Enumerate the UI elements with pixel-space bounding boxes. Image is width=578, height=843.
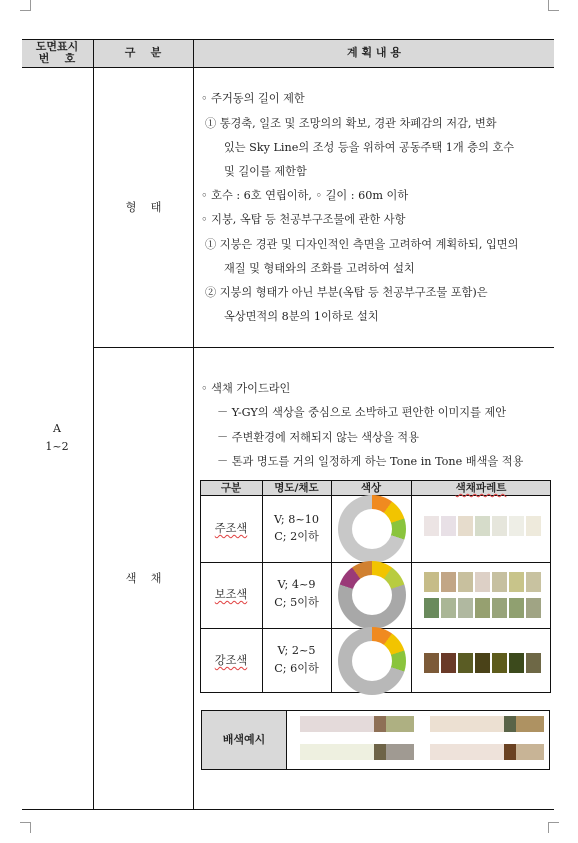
example-color-block — [300, 716, 374, 732]
palette-swatch — [526, 572, 541, 592]
crop-mark — [20, 0, 31, 11]
palette-swatch — [441, 653, 456, 673]
example-color-block — [374, 716, 386, 732]
color-wheel — [338, 627, 406, 695]
palette-accent — [424, 653, 544, 675]
header-col2: 구 분 — [124, 46, 162, 59]
form-label: 형 태 — [125, 201, 162, 214]
table-col-divider — [93, 39, 94, 810]
crop-mark — [20, 822, 31, 833]
example-color-block — [430, 716, 504, 732]
palette-swatch — [475, 516, 490, 536]
color-table-header-cell: 색채파레트 — [455, 482, 507, 494]
table-col-divider — [193, 39, 194, 810]
palette-swatch — [424, 653, 439, 673]
color-wheel — [338, 561, 406, 629]
palette-swatch — [424, 516, 439, 536]
palette-swatch — [458, 516, 473, 536]
palette-swatch — [509, 598, 524, 618]
value-range: V; 4~9 — [277, 578, 316, 591]
table-border-bottom — [22, 809, 554, 810]
color-line: － Y-GY의 색상을 중심으로 소박하고 편안한 이미지를 제안 — [217, 406, 507, 419]
row-id-line2: 1~2 — [45, 440, 69, 453]
form-line: 및 길이를 제한함 — [224, 165, 307, 178]
example-color-block — [386, 744, 414, 760]
example-color-block — [516, 744, 544, 760]
palette-swatch — [526, 598, 541, 618]
palette-swatch — [458, 598, 473, 618]
palette-swatch — [492, 572, 507, 592]
example-color-block — [504, 744, 516, 760]
color-table-header-cell: 색상 — [360, 482, 382, 494]
palette-primary — [424, 516, 544, 538]
form-line: ① 통경축, 일조 및 조망의의 확보, 경관 차폐감의 저감, 변화 — [205, 117, 497, 130]
form-line: ② 지붕의 형태가 아닌 부분(옥탑 등 천공부구조물 포함)은 — [205, 286, 488, 299]
color-label: 색 채 — [125, 572, 162, 585]
color-wheel-center — [352, 641, 392, 681]
palette-swatch — [441, 572, 456, 592]
color-line: － 톤과 명도를 거의 일정하게 하는 Tone in Tone 배색을 적용 — [217, 455, 524, 468]
color-example-bars — [300, 716, 540, 764]
form-line: ◦ 호수 : 6호 연립이하, ◦ 길이 : 60m 이하 — [201, 189, 409, 202]
value-range: V; 8~10 — [273, 513, 319, 526]
color-example-label: 배색예시 — [222, 733, 266, 746]
palette-swatch — [509, 572, 524, 592]
header-col1 — [22, 41, 92, 65]
crop-mark — [548, 0, 559, 11]
example-color-block — [300, 744, 374, 760]
example-color-block — [386, 716, 414, 732]
palette-secondary — [424, 572, 544, 620]
example-color-block — [516, 716, 544, 732]
palette-swatch — [509, 653, 524, 673]
color-table-divider — [411, 480, 412, 693]
header-col3: 계 획 내 용 — [347, 46, 401, 59]
palette-swatch — [509, 516, 524, 536]
row-name-primary: 주조색 — [214, 522, 248, 535]
row-id — [22, 422, 92, 454]
color-wheel-center — [352, 575, 392, 615]
color-wheel — [338, 495, 406, 563]
table-border-header — [22, 67, 554, 68]
chroma-range: C; 2이하 — [274, 530, 319, 543]
row-name-accent: 강조색 — [214, 654, 248, 667]
palette-swatch — [492, 598, 507, 618]
crop-mark — [548, 822, 559, 833]
form-line: 있는 Sky Line의 조성 등을 위하여 공동주택 1개 층의 호수 — [224, 141, 515, 154]
value-range: V; 2~5 — [277, 644, 316, 657]
palette-swatch — [424, 598, 439, 618]
form-line: ◦ 지붕, 옥탑 등 천공부구조물에 관한 사항 — [201, 213, 406, 226]
table-border-top — [22, 39, 554, 40]
form-line: ◦ 주거동의 길이 제한 — [201, 92, 305, 105]
form-line: 재질 및 형태와의 조화를 고려하여 설치 — [224, 262, 415, 275]
color-line: － 주변환경에 저해되지 않는 색상을 적용 — [217, 431, 419, 444]
color-table-header-cell: 구분 — [220, 482, 242, 494]
palette-swatch — [458, 572, 473, 592]
palette-swatch — [475, 653, 490, 673]
color-table-header-cell: 명도/채도 — [274, 482, 319, 494]
header-col1-line2: 번 호 — [38, 52, 76, 65]
row-id-line1: A — [53, 422, 61, 435]
palette-swatch — [475, 598, 490, 618]
palette-swatch — [458, 653, 473, 673]
chroma-range: C; 5이하 — [274, 596, 319, 609]
palette-swatch — [492, 653, 507, 673]
palette-swatch — [441, 516, 456, 536]
palette-swatch — [424, 572, 439, 592]
palette-swatch — [441, 598, 456, 618]
palette-swatch — [526, 516, 541, 536]
chroma-range: C; 6이하 — [274, 662, 319, 675]
color-line: ◦ 색채 가이드라인 — [201, 382, 291, 395]
example-color-block — [430, 744, 504, 760]
palette-swatch — [526, 653, 541, 673]
form-line: 옥상면적의 8분의 1이하로 설치 — [224, 310, 379, 323]
color-wheel-center — [352, 509, 392, 549]
form-line: ① 지붕은 경관 및 디자인적인 측면을 고려하여 계획하되, 입면의 — [205, 238, 519, 251]
palette-swatch — [492, 516, 507, 536]
table-border-row — [93, 347, 554, 348]
example-color-block — [374, 744, 386, 760]
row-name-secondary: 보조색 — [214, 588, 248, 601]
palette-swatch — [475, 572, 490, 592]
color-table-divider — [331, 480, 332, 693]
header-col1-line1: 도면표시 — [35, 40, 79, 53]
example-color-block — [504, 716, 516, 732]
color-example-divider — [286, 710, 287, 770]
